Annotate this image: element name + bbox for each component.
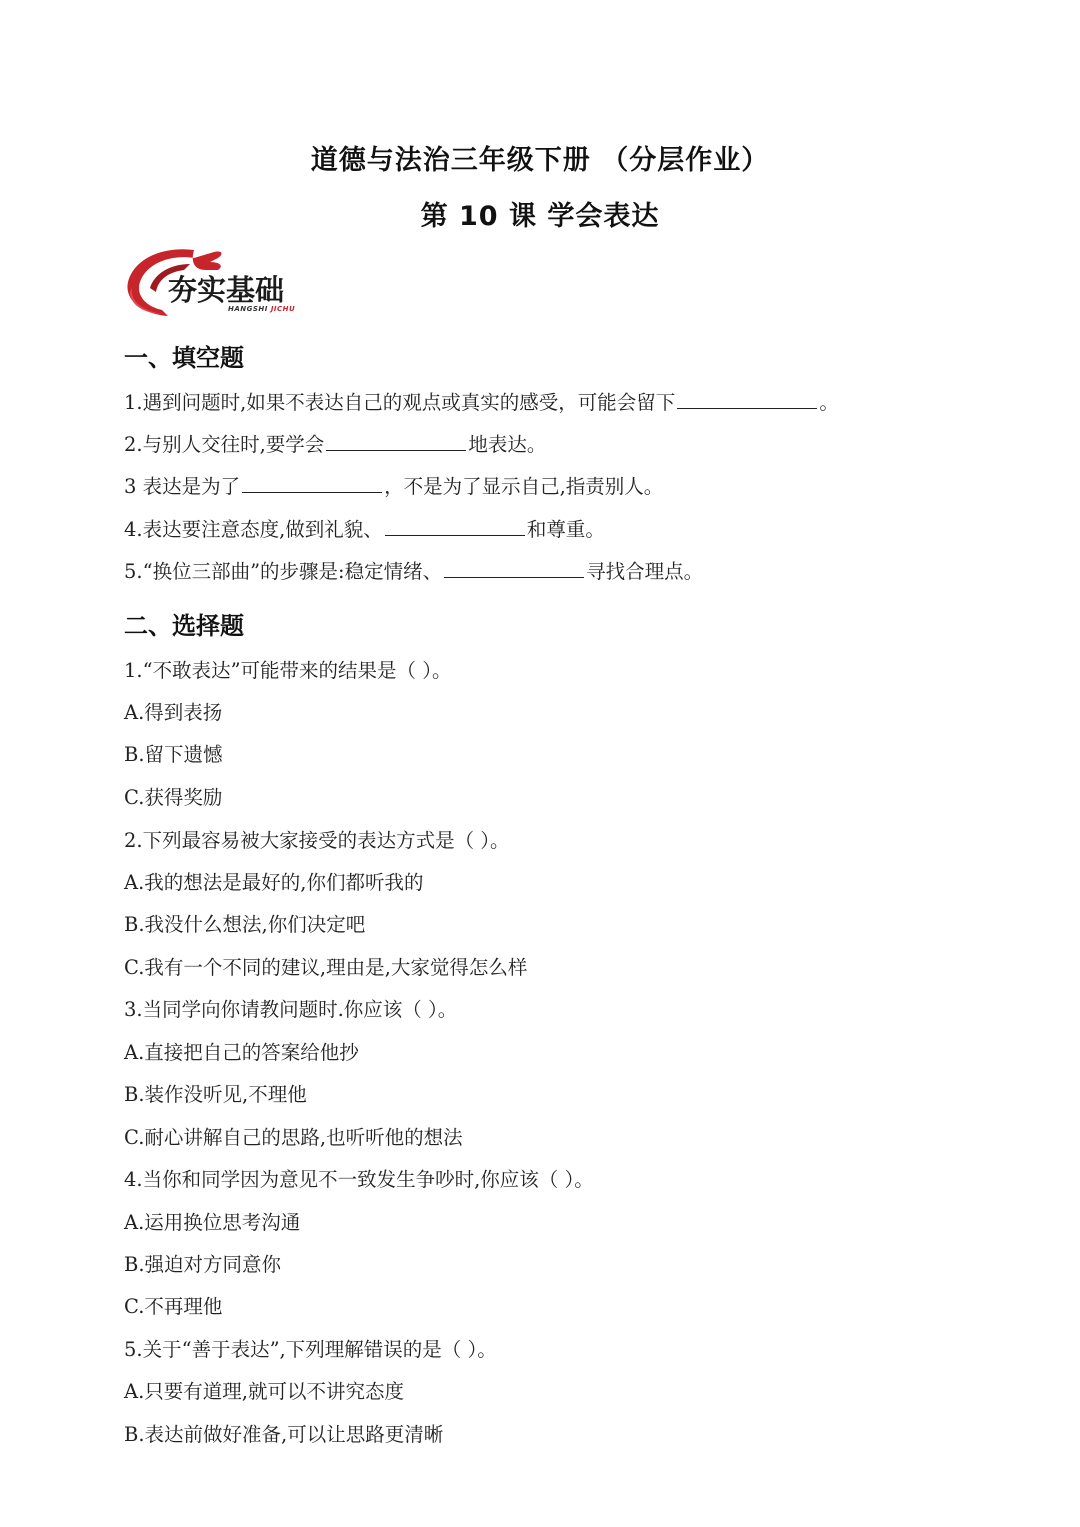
option-item[interactable]: A.我的想法是最好的,你们都听我的 [124, 871, 424, 894]
answer-blank[interactable] [385, 517, 525, 536]
option-item[interactable]: B.留下遗憾 [124, 743, 223, 766]
section-choice-heading: 二、选择题 [124, 612, 244, 640]
option-item[interactable]: B.强迫对方同意你 [124, 1253, 282, 1276]
option-item[interactable]: C.获得奖励 [124, 786, 223, 809]
option-item[interactable]: B.表达前做好准备,可以让思路更清晰 [124, 1423, 444, 1446]
option-item[interactable]: B.装作没听见,不理他 [124, 1083, 307, 1106]
answer-blank[interactable] [444, 559, 584, 578]
answer-blank[interactable] [326, 432, 466, 451]
logo-subtext: HANGSHI JICHU [228, 305, 296, 313]
lesson-title: 第 10 课 学会表达 [420, 201, 660, 232]
answer-blank[interactable] [677, 390, 817, 409]
section-fill-blank-heading: 一、填空题 [124, 344, 244, 372]
answer-blank[interactable] [242, 474, 382, 493]
question-stem: 1.“不敢表达”可能带来的结果是（ ）。 [124, 659, 452, 682]
fill-item-2: 2.与别人交往时,要学会 地表达。 [124, 433, 547, 456]
section-logo [124, 244, 306, 320]
option-item[interactable]: C.不再理他 [124, 1295, 223, 1318]
question-stem: 3.当同学向你请教问题时.你应该（ ）。 [124, 998, 458, 1021]
fill-item-4: 4.表达要注意态度,做到礼貌、 和尊重。 [124, 518, 605, 541]
option-item[interactable]: C.我有一个不同的建议,理由是,大家觉得怎么样 [124, 956, 528, 979]
option-item[interactable]: A.直接把自己的答案给他抄 [124, 1041, 359, 1064]
fill-item-5: 5.“换位三部曲”的步骤是:稳定情绪、 寻找合理点。 [124, 560, 704, 583]
option-item[interactable]: B.我没什么想法,你们决定吧 [124, 913, 366, 936]
question-stem: 5.关于“善于表达”,下列理解错误的是（ ）。 [124, 1338, 497, 1361]
option-item[interactable]: A.只要有道理,就可以不讲究态度 [124, 1380, 404, 1403]
fill-item-3: 3 表达是为了 ，不是为了显示自己,指责别人。 [124, 475, 664, 498]
option-item[interactable]: A.运用换位思考沟通 [124, 1211, 301, 1234]
question-stem: 4.当你和同学因为意见不一致发生争吵时,你应该（ ）。 [124, 1168, 594, 1191]
question-stem: 2.下列最容易被大家接受的表达方式是（ ）。 [124, 829, 510, 852]
worksheet-title: 道德与法治三年级下册 （分层作业） [310, 145, 770, 176]
logo-text: 夯实基础 [168, 273, 285, 307]
fill-item-1: 1.遇到问题时,如果不表达自己的观点或真实的感受，可能会留下 。 [124, 391, 839, 414]
option-item[interactable]: C.耐心讲解自己的思路,也听听他的想法 [124, 1126, 463, 1149]
option-item[interactable]: A.得到表扬 [124, 701, 223, 724]
